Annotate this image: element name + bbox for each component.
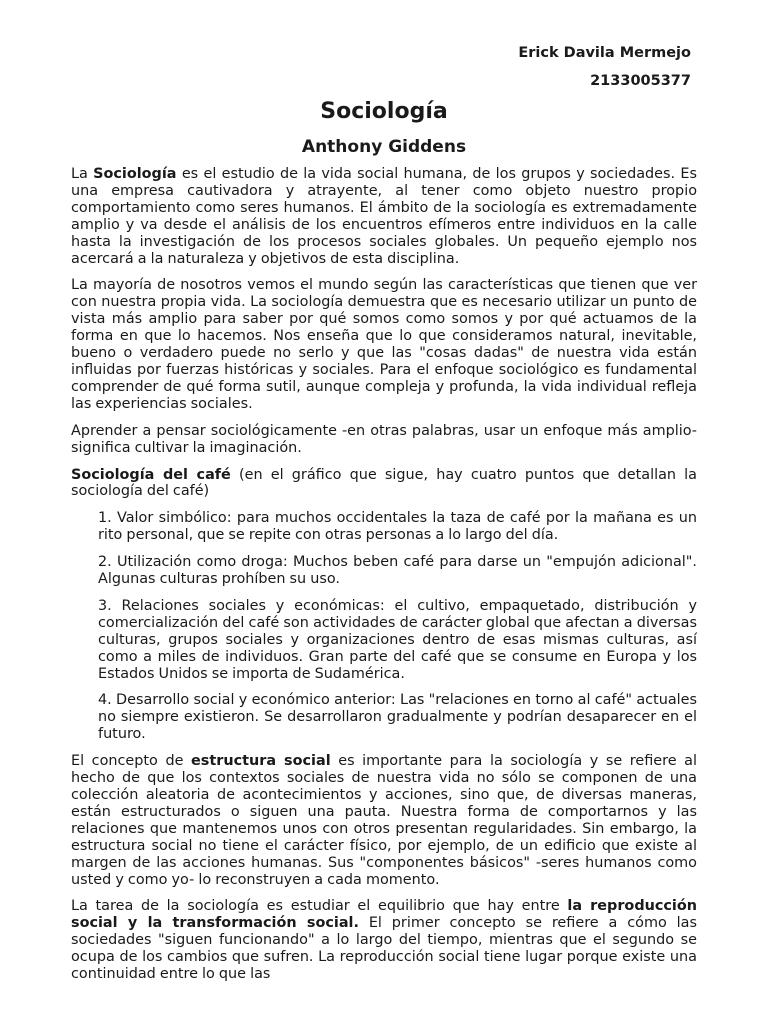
bold-term: Sociología	[93, 166, 177, 182]
bold-term: Sociología del café	[71, 466, 231, 483]
paragraph-perspective: La mayoría de nosotros vemos el mundo según las características que tienen que ver con nuestra propia vida. La sociología demuestra que es necesario utilizar un punto de vista más amplio para saber por qué somos como somos y por qué actuamos de la forma en que lo hacemos. Nos enseña que lo que consideramos natural, inevitable, bueno o verdadero puede no serlo y que las "cosas dadas" de nuestra vida están influidas por fuerzas históricas y sociales. Para el enfoque sociológico es fundamental comprender de qué forma sutil, aunque compleja y profunda, la vida individual refleja las experiencias sociales.	[71, 277, 697, 412]
list-item: 1. Valor simbólico: para muchos occidentales la taza de café por la mañana es un rito personal, que se repite con otras personas a lo largo del día.	[98, 510, 697, 544]
author-block	[518, 44, 691, 100]
bold-term: la reproducción social y la transformación social.	[71, 898, 697, 932]
document-title: Sociología	[320, 99, 448, 124]
bold-term: estructura social	[191, 753, 331, 770]
text-run: es importante para la sociología y se refiere al hecho de que los contextos sociales de nuestra vida no sólo se componen de una colección aleatoria de acontecimientos y acciones, sino que, de diversas maneras, están estructurados o siguen una pauta. Nuestra forma de comportarnos y las relaciones que mantenemos unos con otros presentan regularidades. Sin embargo, la estructura social no tiene el carácter físico, por ejemplo, de un edificio que existe al margen de las acciones humanas. Sus "componentes básicos" -seres humanos como usted y como yo- lo reconstruyen a cada momento.	[71, 753, 697, 888]
document-body	[71, 166, 697, 993]
text-run: La	[71, 166, 94, 182]
text-run: La tarea de la sociología es estudiar el equilibrio que hay entre	[71, 898, 568, 915]
text-run: es el estudio de la vida social humana, de los grupos y sociedades. Es una empresa cautivadora y atrayente, al tener como objeto nuestro propio comportamiento como seres humanos. El ámbito de la sociología es extremadamente amplio y va desde el análisis de los encuentros efímeros entre individuos en la calle hasta la investigación de los procesos sociales globales. Un pequeño ejemplo nos acercará a la naturaleza y objetivos de esta disciplina.	[71, 166, 697, 267]
author-name: Erick Davila Mermejo	[518, 45, 691, 61]
text-run: El primer concepto se refiere a cómo las sociedades "siguen funcionando" a lo largo del tiempo, mientras que el segundo se ocupa de los cambios que sufren. La reproducción social tiene lugar porque existe una continuidad entre lo que las	[71, 915, 697, 983]
list-item: 4. Desarrollo social y económico anterior: Las "relaciones en torno al café" actuales no siempre existieron. Se desarrollaron gradualmente y podrían desaparecer en el futuro.	[98, 692, 697, 743]
paragraph-imagination: Aprender a pensar sociológicamente -en otras palabras, usar un enfoque más amplio- significa cultivar la imaginación.	[71, 422, 697, 456]
paragraph-reproduction	[71, 898, 697, 983]
text-run: El concepto de	[71, 753, 192, 770]
list-item: 2. Utilización como droga: Muchos beben café para darse un "empujón adicional". Algunas culturas prohíben su uso.	[98, 554, 697, 588]
document-subtitle: Anthony Giddens	[301, 137, 467, 157]
paragraph-coffee-heading	[71, 467, 697, 501]
paragraph-social-structure	[71, 753, 697, 888]
paragraph-intro	[71, 166, 697, 267]
author-id: 2133005377	[590, 73, 691, 89]
list-item: 3. Relaciones sociales y económicas: el cultivo, empaquetado, distribución y comercialización del café son actividades de carácter global que afectan a diversas culturas, grupos sociales y organizaciones dentro de esas mismas culturas, así como a miles de individuos. Gran parte del café que se consume en Europa y los Estados Unidos se importa de Sudamérica.	[98, 597, 697, 682]
text-run: (en el gráfico que sigue, hay cuatro puntos que detallan la sociología del café)	[71, 466, 698, 500]
